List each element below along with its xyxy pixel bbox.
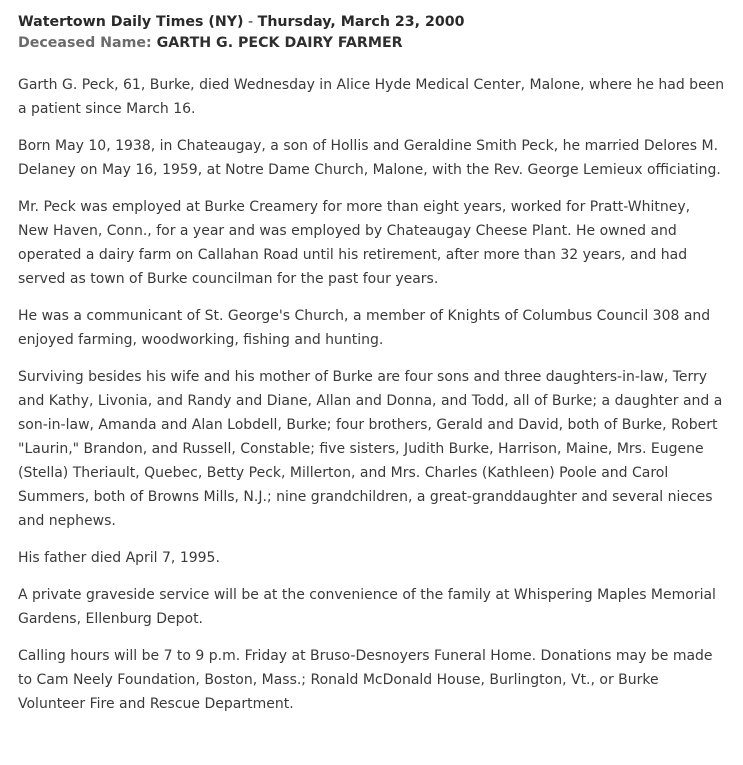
deceased-name: GARTH G. PECK DAIRY FARMER	[156, 35, 403, 51]
obituary-body	[18, 73, 725, 716]
publication-name: Watertown Daily Times (NY)	[18, 14, 244, 30]
paragraph-service: A private graveside service will be at the convenience of the family at Whispering Maples Memorial Gardens, Ellenburg Depot.	[18, 587, 716, 627]
publication-date: Thursday, March 23, 2000	[257, 14, 465, 30]
paragraph-birth-marriage: Born May 10, 1938, in Chateaugay, a son of Hollis and Geraldine Smith Peck, he married Delores M. Delaney on May 16, 1959, at Notre Dame Church, Malone, with the Rev. George Lemieux officiating.	[18, 138, 721, 178]
deceased-header	[18, 33, 725, 53]
header-separator: -	[243, 14, 258, 30]
deceased-label: Deceased Name:	[18, 35, 152, 51]
paragraph-calling-hours: Calling hours will be 7 to 9 p.m. Friday at Bruso-Desnoyers Funeral Home. Donations may be made to Cam Neely Foundation, Boston, Mass.; Ronald McDonald House, Burlington, Vt., or Burke Volunteer Fire and Rescue Department.	[18, 648, 713, 712]
paragraph-death-notice: Garth G. Peck, 61, Burke, died Wednesday in Alice Hyde Medical Center, Malone, where he had been a patient since March 16.	[18, 77, 725, 117]
publication-header	[18, 12, 725, 32]
paragraph-survivors: Surviving besides his wife and his mother of Burke are four sons and three daughters-in-law, Terry and Kathy, Livonia, and Randy and Diane, Allan and Donna, and Todd, all of Burke; a daughter and a son-in-law, Amanda and Alan Lobdell, Burke; four brothers, Gerald and David, both of Burke, Robert "Laurin," Brandon, and Russell, Constable; five sisters, Judith Burke, Harrison, Maine, Mrs. Eugene (Stella) Theriault, Quebec, Betty Peck, Millerton, and Mrs. Charles (Kathleen) Poole and Carol Summers, both of Browns Mills, N.J.; nine grandchildren, a great-granddaughter and several nieces and nephews.	[18, 369, 723, 529]
paragraph-employment: Mr. Peck was employed at Burke Creamery for more than eight years, worked for Pratt-Whitney, New Haven, Conn., for a year and was employed by Chateaugay Cheese Plant. He owned and operated a dairy farm on Callahan Road until his retirement, after more than 32 years, and had served as town of Burke councilman for the past four years.	[18, 199, 691, 287]
paragraph-predeceased: His father died April 7, 1995.	[18, 550, 220, 566]
paragraph-church-interests: He was a communicant of St. George's Church, a member of Knights of Columbus Council 308 and enjoyed farming, woodworking, fishing and hunting.	[18, 308, 711, 348]
